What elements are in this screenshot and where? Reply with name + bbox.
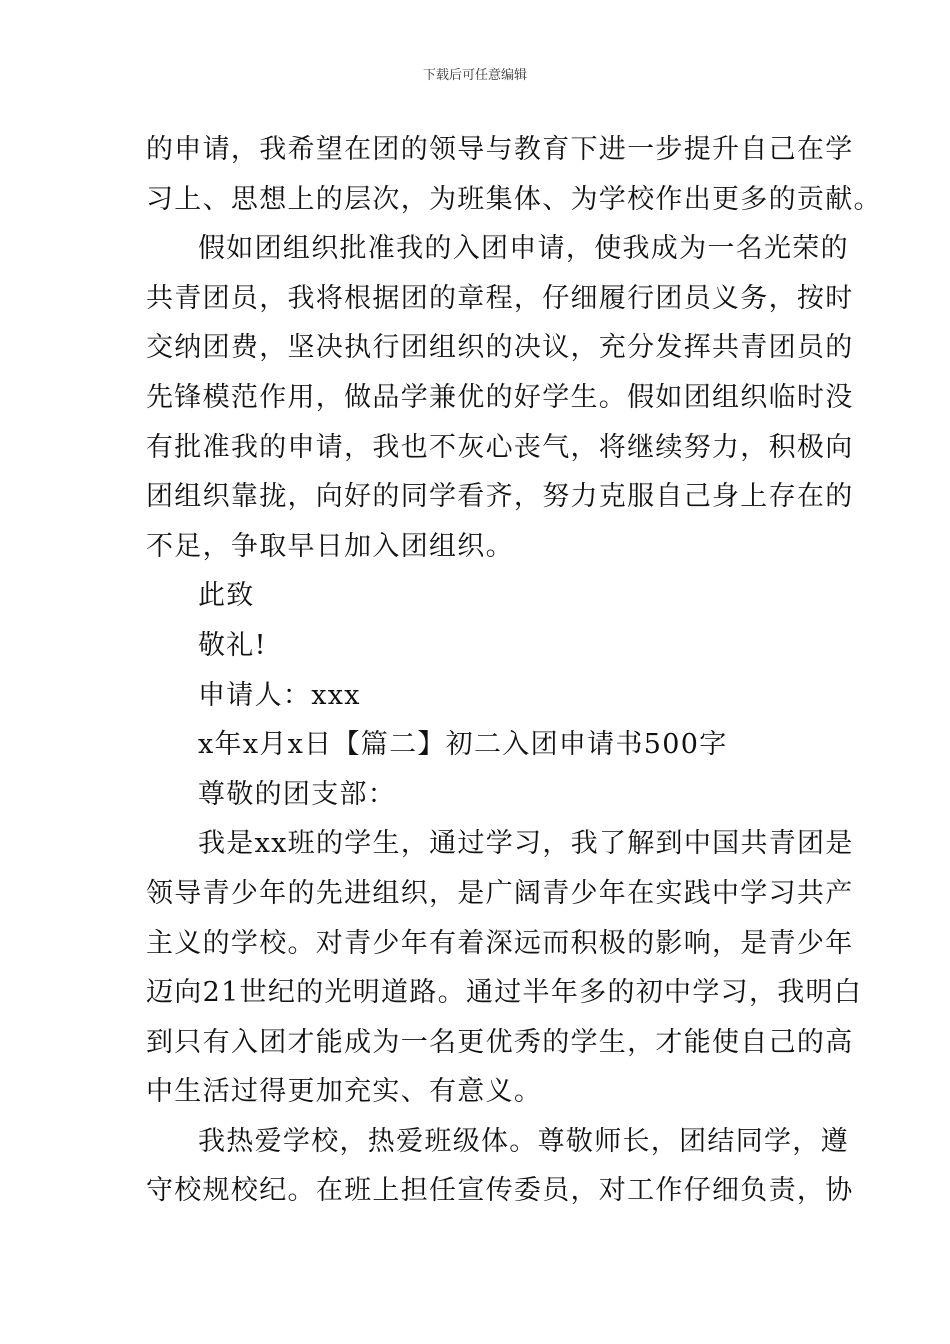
text-line: 领导青少年的先进组织，是广阔青少年在实践中学习共产 xyxy=(146,877,854,909)
page-header: 下载后可任意编辑 xyxy=(422,68,527,83)
text-line: 习上、思想上的层次，为班集体、为学校作出更多的贡献。 xyxy=(146,183,882,215)
text-line: 我热爱学校，热爱班级体。尊敬师长，团结同学，遵 xyxy=(198,1125,849,1157)
text-line: 我是xx班的学生，通过学习，我了解到中国共青团是 xyxy=(198,828,854,860)
text-line: 此致 xyxy=(198,580,255,612)
text-line: 共青团员，我将根据团的章程，仔细履行团员义务，按时 xyxy=(146,282,854,314)
text-line: 守校规校纪。在班上担任宣传委员，对工作仔细负责，协 xyxy=(146,1175,854,1207)
text-line: 假如团组织批准我的入团申请，使我成为一名光荣的 xyxy=(198,233,849,265)
text-line: 有批准我的申请，我也不灰心丧气，将继续努力，积极向 xyxy=(146,431,854,463)
text-line: 团组织靠拢，向好的同学看齐，努力克服自己身上存在的 xyxy=(146,481,854,513)
text-line: 的申请，我希望在团的领导与教育下进一步提升自己在学 xyxy=(146,134,854,165)
text-line: 申请人：xxx xyxy=(198,679,361,711)
text-line: 先锋模范作用，做品学兼优的好学生。假如团组织临时没 xyxy=(146,381,854,413)
text-line: 尊敬的团支部： xyxy=(198,778,397,810)
text-line: 中生活过得更加充实、有意义。 xyxy=(146,1076,543,1108)
text-line: 主义的学校。对青少年有着深远而积极的影响，是青少年 xyxy=(146,927,854,959)
text-line: 敬礼! xyxy=(198,629,267,661)
document-body xyxy=(146,125,882,1216)
text-line: 不足，争取早日加入团组织。 xyxy=(146,530,514,562)
text-line: 到只有入团才能成为一名更优秀的学生，才能使自己的高 xyxy=(146,1026,854,1058)
text-line: 交纳团费，坚决执行团组织的决议，充分发挥共青团员的 xyxy=(146,332,854,364)
text-line: 迈向21世纪的光明道路。通过半年多的初中学习，我明白 xyxy=(146,977,863,1009)
text-line: x年x月x日【篇二】初二入团申请书500字 xyxy=(198,729,728,761)
